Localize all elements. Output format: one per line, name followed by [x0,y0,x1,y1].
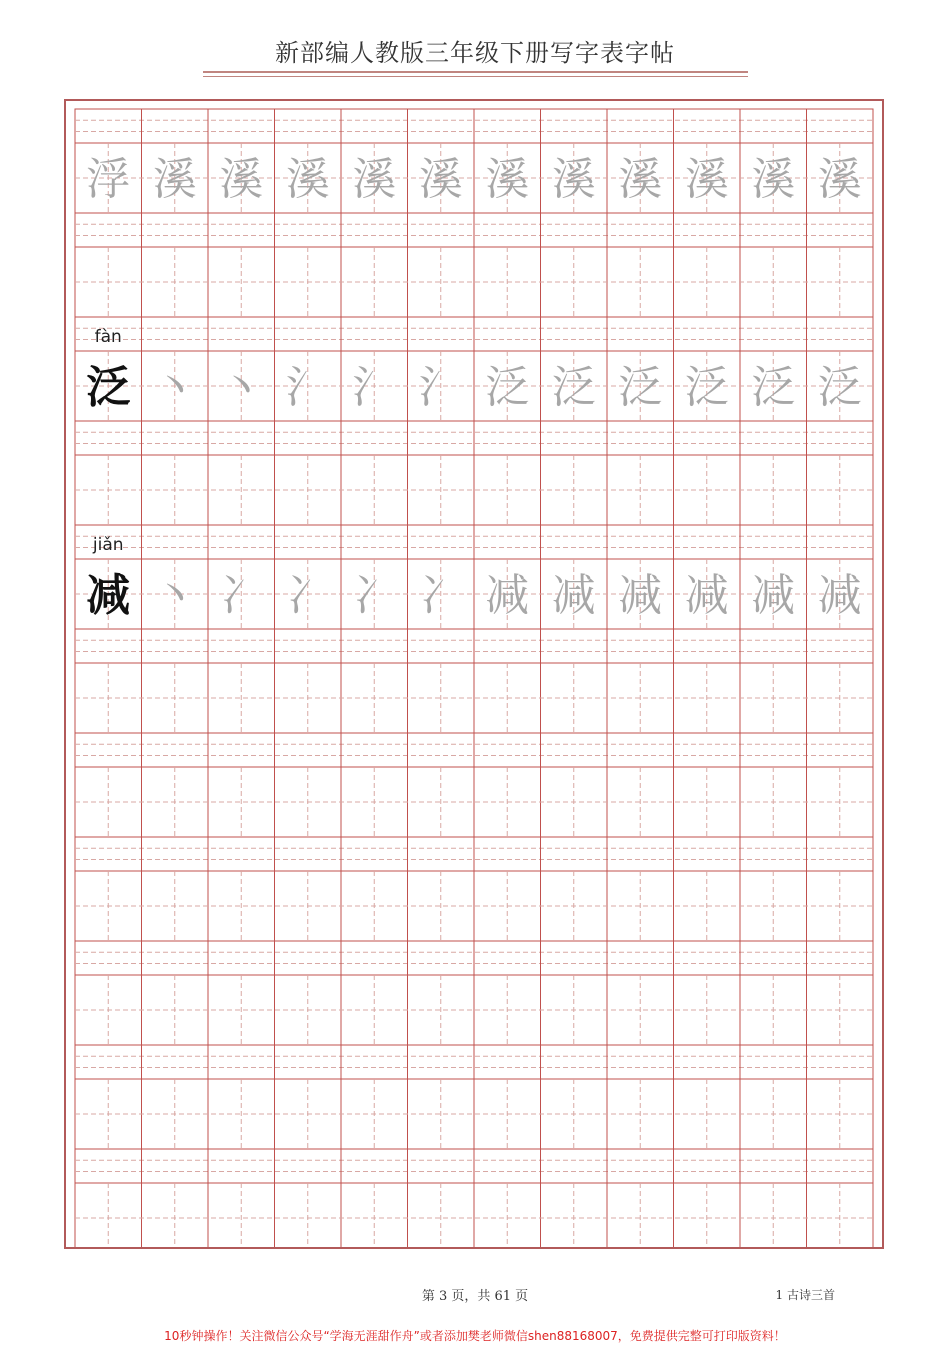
trace-character: 丶 [152,570,197,621]
trace-character: 溪 [219,154,264,205]
trace-character: 氵 [418,362,463,413]
trace-character: 溪 [751,154,796,205]
trace-character: 氵 [352,362,397,413]
grid-row [75,1045,873,1149]
page-title: 新部编人教版三年级下册写字表字帖 [275,39,675,67]
trace-character: 浮 [86,154,131,205]
grid-row [75,109,873,213]
trace-character: 溪 [485,154,530,205]
grid-row [75,1149,873,1247]
trace-character: 溪 [684,154,729,205]
trace-character: 减 [485,570,530,621]
trace-character: 减 [684,570,729,621]
trace-character: 减 [751,570,796,621]
trace-character: 减 [551,570,596,621]
model-character: 减 [86,570,131,621]
trace-character: 减 [817,570,862,621]
trace-character: 泛 [551,362,596,413]
pinyin-label: fàn [94,327,122,347]
trace-character: 溪 [152,154,197,205]
trace-character: 溪 [285,154,330,205]
grid-row [75,941,873,1045]
trace-character: 冫 [418,570,463,621]
worksheet-frame [64,99,884,1249]
title-underline-thin [203,76,748,77]
trace-character: 冫 [285,570,330,621]
grid-row [75,629,873,733]
trace-character: 减 [618,570,663,621]
trace-character: 丶 [219,362,264,413]
trace-character: 泛 [618,362,663,413]
trace-character: 氵 [285,362,330,413]
trace-character: 溪 [817,154,862,205]
grid-row [75,213,873,317]
trace-character: 冫 [219,570,264,621]
grid-row [75,525,873,629]
trace-character: 溪 [551,154,596,205]
promo-text: 10秒钟操作！关注微信公众号“学海无涯甜作舟”或者添加樊老师微信shen88168007，免费提供完整可打印版资料！ [164,1329,786,1343]
grid-row [75,837,873,941]
trace-character: 冫 [352,570,397,621]
trace-character: 泛 [817,362,862,413]
tian-zi-grid [66,101,882,1247]
grid-row [75,317,873,421]
lesson-label: 1 古诗三首 [775,1288,835,1302]
grid-row [75,421,873,525]
trace-character: 泛 [751,362,796,413]
trace-character: 丶 [152,362,197,413]
trace-character: 溪 [418,154,463,205]
trace-character: 溪 [352,154,397,205]
trace-character: 泛 [485,362,530,413]
title-underline [203,71,748,73]
pinyin-label: jiǎn [92,535,124,555]
trace-character: 泛 [684,362,729,413]
page-number: 第 3 页，共 61 页 [421,1289,529,1304]
trace-character: 溪 [618,154,663,205]
model-character: 泛 [86,362,131,413]
grid-row [75,733,873,837]
